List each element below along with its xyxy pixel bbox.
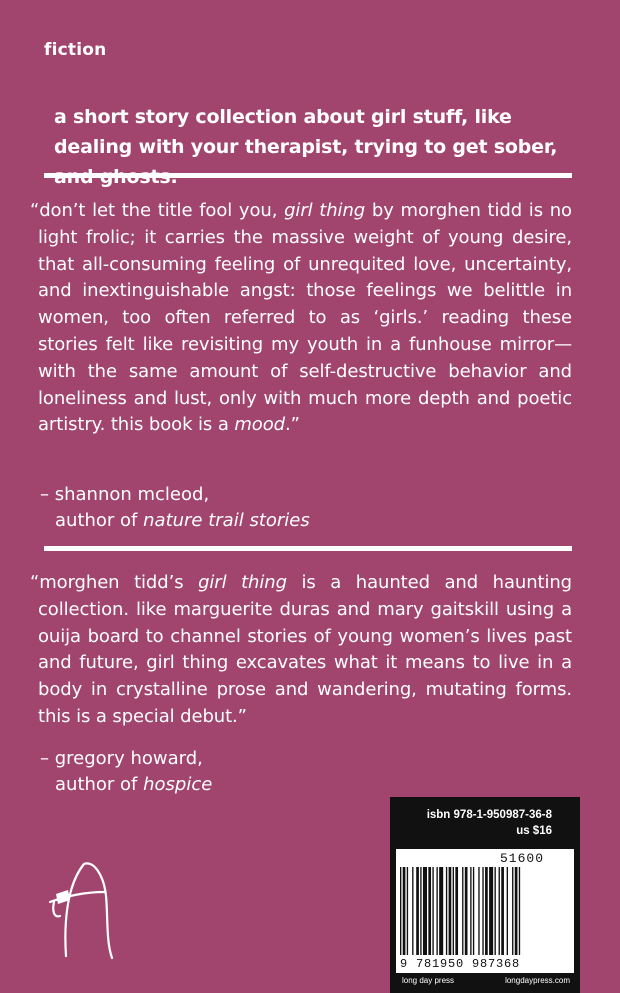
publisher-website: longdaypress.com [505,976,570,985]
publisher-name: long day press [402,976,455,985]
book-title: girl thing [284,200,366,221]
genre-label: fiction [44,40,107,60]
attribution-work: hospice [143,774,213,795]
blurb-1-attribution: – shannon mcleod, author of nature trail stories [40,484,310,531]
blurb-1: “don’t let the title fool you, girl thing by morghen tidd is no light frolic; it carries the massive weight of young desire, that all-consuming feeling of unrequited love, uncertainty, and inextinguishable angst: those feelings we belittle in women, too often referred to as ‘girls.’ reading these stories felt like revisiting my youth in a funhouse mirror—with the same amount of self-destructive behavior and loneliness and lust, only with much more depth and poetic artistry. this book is a mood.” [30,200,572,436]
price-text: us $16 [516,825,552,837]
divider-top [44,173,572,178]
blurb-2: “morghen tidd’s girl thing is a haunted and haunting collection. like marguerite duras and mary gaitskill using a ouija board to channel stories of young women’s lives past and future, girl thing excavates what it means to live in a body in crystalline prose and wandering, mutating forms. this is a special debut.” [30,572,572,727]
attribution-name: – gregory howard, [40,748,203,769]
barcode-digits: 9 781950 987368 [400,957,521,971]
divider-middle [44,546,572,551]
isbn-info [427,807,552,839]
isbn-text: isbn 978-1-950987-36-8 [426,809,552,821]
price-code: 51600 [500,851,545,866]
book-title: girl thing [198,572,287,593]
tagline: a short story collection about girl stuff, like dealing with your therapist, trying to get sober, [54,106,558,158]
publisher-logo-icon [46,856,126,966]
barcode-footer [402,976,570,985]
barcode-icon [398,851,574,971]
attribution-work: nature trail stories [143,510,310,531]
blurb-2-attribution: – gregory howard, author of hospice [40,748,213,795]
attribution-name: – shannon mcleod, [40,484,210,505]
mood-word: mood [234,414,285,436]
barcode-panel [390,797,580,993]
